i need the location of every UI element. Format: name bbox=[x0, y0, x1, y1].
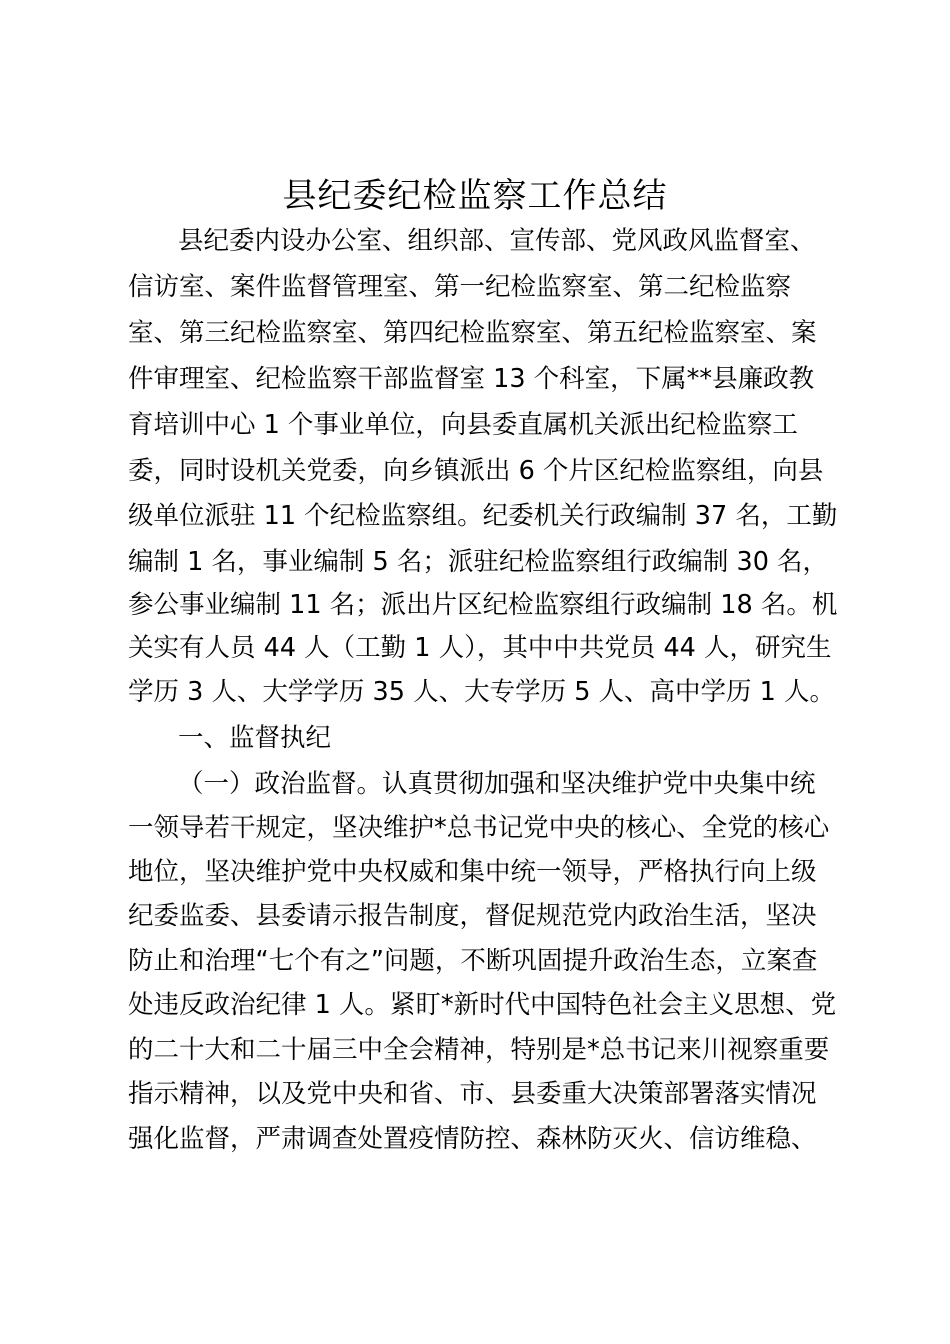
paragraph-line: 委，同时设机关党委，向乡镇派出 6 个片区纪检监察组，向县 bbox=[128, 456, 824, 486]
paragraph-line: 育培训中心 1 个事业单位，向县委直属机关派出纪检监察工 bbox=[128, 410, 798, 440]
document-title: 县纪委纪检监察工作总结 bbox=[282, 176, 668, 216]
paragraph-line: 编制 1 名，事业编制 5 名；派驻纪检监察组行政编制 30 名， bbox=[128, 547, 829, 577]
paragraph-line: 纪委监委、县委请示报告制度，督促规范党内政治生活，坚决 bbox=[128, 901, 817, 931]
paragraph-line: 关实有人员 44 人（工勤 1 人），其中中共党员 44 人，研究生 bbox=[128, 633, 832, 663]
paragraph-line: （一）政治监督。认真贯彻加强和坚决维护党中央集中统 bbox=[178, 769, 816, 799]
paragraph-line: 强化监督，严肃调查处置疫情防控、森林防灭火、信访维稳、 bbox=[128, 1124, 817, 1154]
paragraph-line: 参公事业编制 11 名；派出片区纪检监察组行政编制 18 名。机 bbox=[128, 590, 838, 620]
paragraph-line: 县纪委内设办公室、组织部、宣传部、党风政风监督室、 bbox=[178, 226, 816, 256]
paragraph-line: 学历 3 人、大学学历 35 人、大专学历 5 人、高中学历 1 人。 bbox=[128, 677, 835, 707]
section-heading: 一、监督执纪 bbox=[178, 723, 332, 753]
paragraph-line: 防止和治理“七个有之”问题，不断巩固提升政治生态，立案查 bbox=[128, 946, 818, 976]
paragraph-line: 信访室、案件监督管理室、第一纪检监察室、第二纪检监察 bbox=[128, 272, 792, 302]
paragraph-line: 级单位派驻 11 个纪检监察组。纪委机关行政编制 37 名，工勤 bbox=[128, 501, 838, 531]
paragraph-line: 地位，坚决维护党中央权威和集中统一领导，严格执行向上级 bbox=[128, 857, 817, 887]
paragraph-line: 处违反政治纪律 1 人。紧盯*新时代中国特色社会主义思想、党 bbox=[128, 990, 837, 1020]
paragraph-line: 件审理室、纪检监察干部监督室 13 个科室，下属**县廉政教 bbox=[128, 364, 815, 394]
paragraph-line: 指示精神，以及党中央和省、市、县委重大决策部署落实情况 bbox=[128, 1079, 817, 1109]
paragraph-line: 的二十大和二十届三中全会精神，特别是*总书记来川视察重要 bbox=[128, 1035, 830, 1065]
paragraph-line: 一领导若干规定，坚决维护*总书记党中央的核心、全党的核心 bbox=[128, 813, 830, 843]
paragraph-line: 室、第三纪检监察室、第四纪检监察室、第五纪检监察室、案 bbox=[128, 318, 817, 348]
